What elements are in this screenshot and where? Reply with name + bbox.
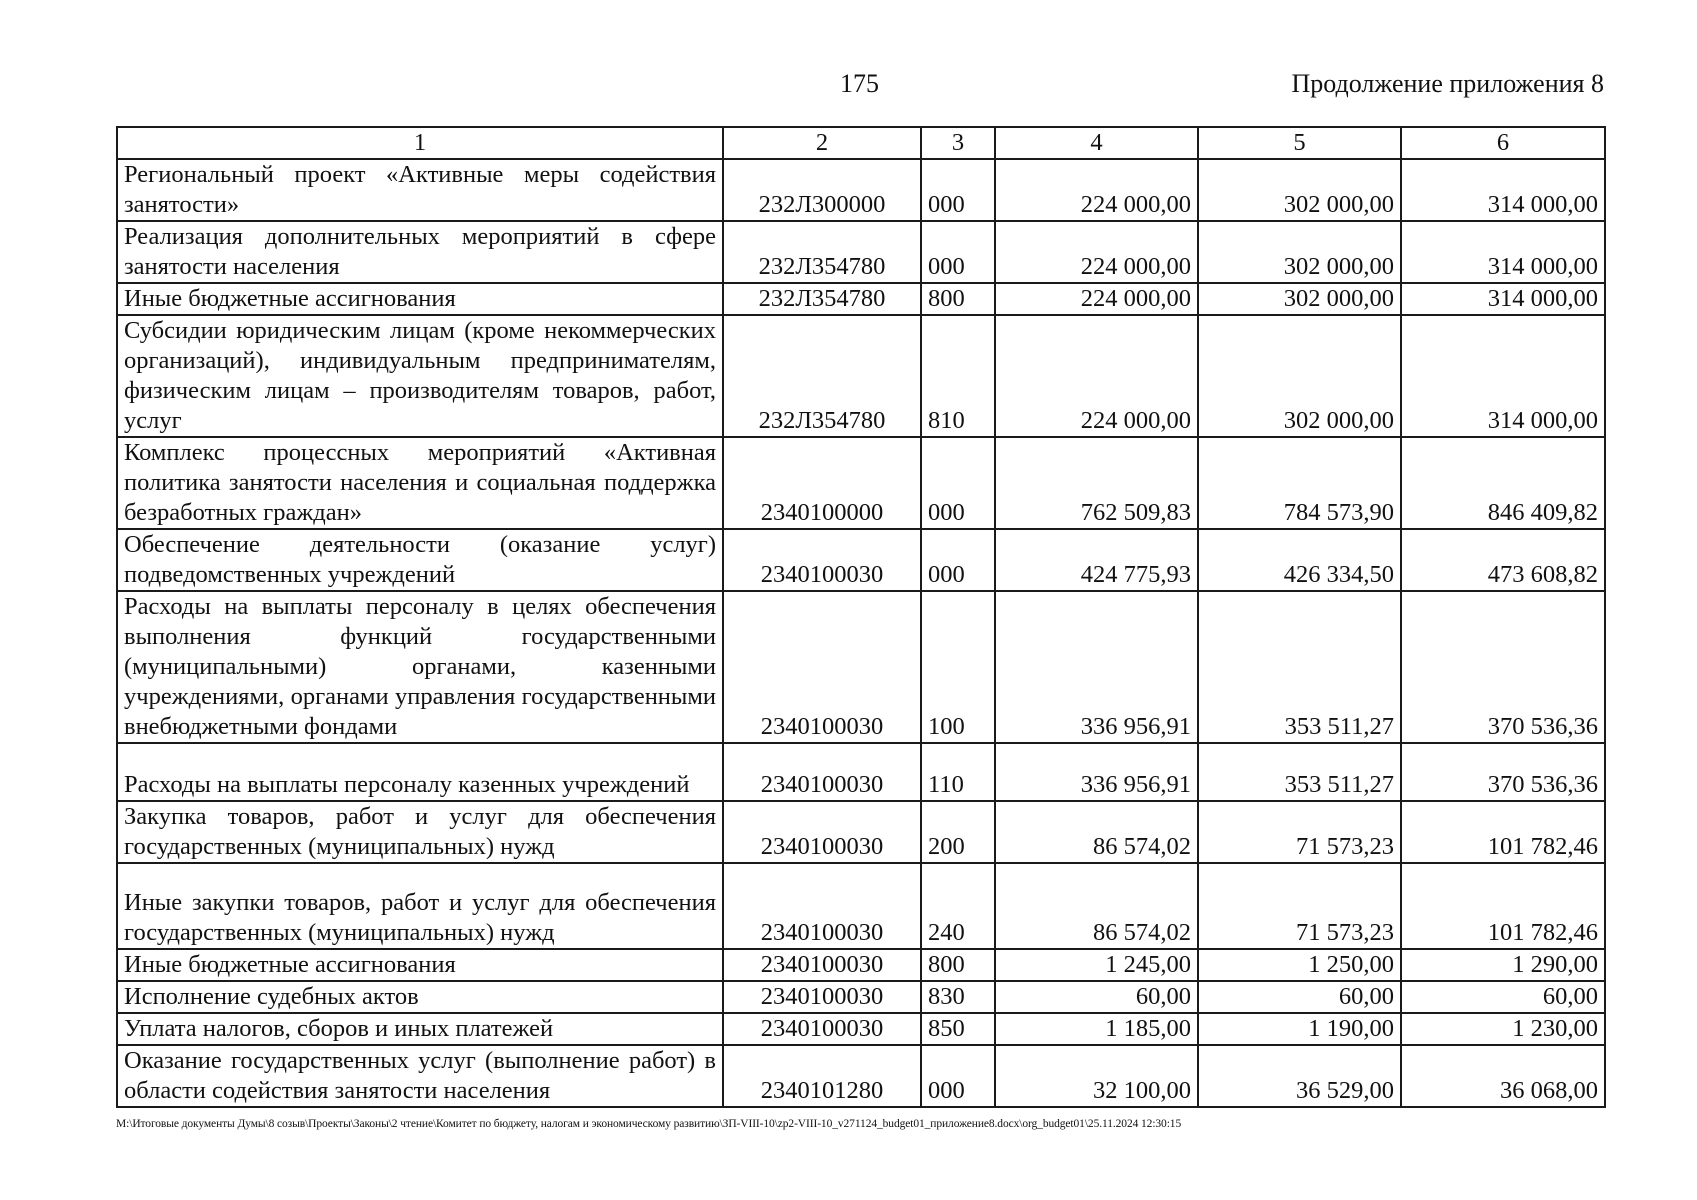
target-article-code-cell: 2340100030 <box>723 863 921 949</box>
target-article-code-cell: 232Л354780 <box>723 221 921 283</box>
expense-type-code-cell: 830 <box>921 981 995 1013</box>
expense-type-code-cell: 810 <box>921 315 995 437</box>
table-row <box>117 981 1605 1013</box>
amount-column-6-cell: 101 782,46 <box>1401 863 1605 949</box>
amount-column-4-cell: 1 245,00 <box>995 949 1198 981</box>
amount-column-6-cell: 36 068,00 <box>1401 1045 1605 1107</box>
table-body <box>117 159 1605 1107</box>
expense-type-code-cell: 850 <box>921 1013 995 1045</box>
target-article-code-cell: 232Л354780 <box>723 315 921 437</box>
amount-column-4-cell: 336 956,91 <box>995 743 1198 801</box>
amount-column-4-cell: 1 185,00 <box>995 1013 1198 1045</box>
amount-column-5-cell: 353 511,27 <box>1198 743 1401 801</box>
target-article-code-cell: 2340100000 <box>723 437 921 529</box>
row-name-cell: Уплата налогов, сборов и иных платежей <box>117 1013 723 1045</box>
target-article-code-cell: 2340100030 <box>723 801 921 863</box>
amount-column-4-cell: 224 000,00 <box>995 283 1198 315</box>
amount-column-4-cell: 224 000,00 <box>995 159 1198 221</box>
table-row <box>117 283 1605 315</box>
table-row <box>117 591 1605 743</box>
expense-type-code-cell: 110 <box>921 743 995 801</box>
amount-column-5-cell: 353 511,27 <box>1198 591 1401 743</box>
row-name-cell: Региональный проект «Активные меры содействия занятости» <box>117 159 723 221</box>
row-name-cell: Иные бюджетные ассигнования <box>117 949 723 981</box>
amount-column-5-cell: 1 250,00 <box>1198 949 1401 981</box>
amount-column-4-cell: 224 000,00 <box>995 221 1198 283</box>
table-row <box>117 437 1605 529</box>
page-number: 175 <box>840 69 879 98</box>
table-row <box>117 159 1605 221</box>
amount-column-4-cell: 60,00 <box>995 981 1198 1013</box>
expense-type-code-cell: 100 <box>921 591 995 743</box>
column-header-3: 3 <box>921 127 995 159</box>
amount-column-5-cell: 302 000,00 <box>1198 315 1401 437</box>
amount-column-6-cell: 314 000,00 <box>1401 221 1605 283</box>
expense-type-code-cell: 000 <box>921 529 995 591</box>
amount-column-4-cell: 762 509,83 <box>995 437 1198 529</box>
target-article-code-cell: 2340100030 <box>723 949 921 981</box>
amount-column-4-cell: 224 000,00 <box>995 315 1198 437</box>
table-row <box>117 315 1605 437</box>
expense-type-code-cell: 000 <box>921 437 995 529</box>
amount-column-6-cell: 101 782,46 <box>1401 801 1605 863</box>
amount-column-4-cell: 424 775,93 <box>995 529 1198 591</box>
amount-column-4-cell: 336 956,91 <box>995 591 1198 743</box>
appendix-continuation-title: Продолжение приложения 8 <box>1291 69 1604 98</box>
amount-column-5-cell: 302 000,00 <box>1198 159 1401 221</box>
table-row <box>117 743 1605 801</box>
amount-column-4-cell: 86 574,02 <box>995 801 1198 863</box>
target-article-code-cell: 2340100030 <box>723 743 921 801</box>
target-article-code-cell: 232Л354780 <box>723 283 921 315</box>
expense-type-code-cell: 240 <box>921 863 995 949</box>
amount-column-6-cell: 370 536,36 <box>1401 591 1605 743</box>
expense-type-code-cell: 800 <box>921 949 995 981</box>
column-header-1: 1 <box>117 127 723 159</box>
row-name-cell: Расходы на выплаты персоналу казенных учреждений <box>117 743 723 801</box>
expense-type-code-cell: 000 <box>921 159 995 221</box>
amount-column-6-cell: 314 000,00 <box>1401 283 1605 315</box>
amount-column-6-cell: 846 409,82 <box>1401 437 1605 529</box>
budget-table <box>116 126 1606 1108</box>
column-header-4: 4 <box>995 127 1198 159</box>
column-header-2: 2 <box>723 127 921 159</box>
table-row <box>117 801 1605 863</box>
amount-column-6-cell: 370 536,36 <box>1401 743 1605 801</box>
column-number-row <box>117 127 1605 159</box>
target-article-code-cell: 2340101280 <box>723 1045 921 1107</box>
table-row <box>117 1013 1605 1045</box>
table-row <box>117 863 1605 949</box>
row-name-cell: Расходы на выплаты персоналу в целях обеспечения выполнения функций государственными (муниципальными) органами, казенными учреждениями, органами управления государственными внебюджетными фондами <box>117 591 723 743</box>
amount-column-6-cell: 1 230,00 <box>1401 1013 1605 1045</box>
amount-column-6-cell: 473 608,82 <box>1401 529 1605 591</box>
amount-column-5-cell: 302 000,00 <box>1198 283 1401 315</box>
amount-column-5-cell: 71 573,23 <box>1198 801 1401 863</box>
row-name-cell: Реализация дополнительных мероприятий в сфере занятости населения <box>117 221 723 283</box>
row-name-cell: Оказание государственных услуг (выполнение работ) в области содействия занятости населения <box>117 1045 723 1107</box>
amount-column-5-cell: 71 573,23 <box>1198 863 1401 949</box>
amount-column-6-cell: 60,00 <box>1401 981 1605 1013</box>
row-name-cell: Комплекс процессных мероприятий «Активная политика занятости населения и социальная поддержка безработных граждан» <box>117 437 723 529</box>
amount-column-5-cell: 60,00 <box>1198 981 1401 1013</box>
amount-column-6-cell: 314 000,00 <box>1401 315 1605 437</box>
target-article-code-cell: 2340100030 <box>723 981 921 1013</box>
expense-type-code-cell: 000 <box>921 1045 995 1107</box>
table-row <box>117 529 1605 591</box>
table-row <box>117 949 1605 981</box>
target-article-code-cell: 2340100030 <box>723 529 921 591</box>
row-name-cell: Иные бюджетные ассигнования <box>117 283 723 315</box>
amount-column-5-cell: 784 573,90 <box>1198 437 1401 529</box>
target-article-code-cell: 2340100030 <box>723 591 921 743</box>
column-header-6: 6 <box>1401 127 1605 159</box>
amount-column-4-cell: 32 100,00 <box>995 1045 1198 1107</box>
amount-column-5-cell: 426 334,50 <box>1198 529 1401 591</box>
expense-type-code-cell: 800 <box>921 283 995 315</box>
row-name-cell: Обеспечение деятельности (оказание услуг) подведомственных учреждений <box>117 529 723 591</box>
amount-column-5-cell: 1 190,00 <box>1198 1013 1401 1045</box>
column-header-5: 5 <box>1198 127 1401 159</box>
row-name-cell: Иные закупки товаров, работ и услуг для обеспечения государственных (муниципальных) нужд <box>117 863 723 949</box>
row-name-cell: Субсидии юридическим лицам (кроме некоммерческих организаций), индивидуальным предпринимателям, физическим лицам – производителям товаров, работ, услуг <box>117 315 723 437</box>
table-row <box>117 1045 1605 1107</box>
amount-column-4-cell: 86 574,02 <box>995 863 1198 949</box>
target-article-code-cell: 232Л300000 <box>723 159 921 221</box>
document-file-path: M:\Итоговые документы Думы\8 созыв\Проекты\Законы\2 чтение\Комитет по бюджету, налогам и экономическому развитию\ЗП-VIII-10\zp2-VIII-10_v271124_budget01_приложение8.docx\org_budget01\25.11.2024 12:30:15 <box>116 1118 1182 1130</box>
amount-column-6-cell: 314 000,00 <box>1401 159 1605 221</box>
expense-type-code-cell: 000 <box>921 221 995 283</box>
amount-column-6-cell: 1 290,00 <box>1401 949 1605 981</box>
table-row <box>117 221 1605 283</box>
expense-type-code-cell: 200 <box>921 801 995 863</box>
target-article-code-cell: 2340100030 <box>723 1013 921 1045</box>
amount-column-5-cell: 302 000,00 <box>1198 221 1401 283</box>
amount-column-5-cell: 36 529,00 <box>1198 1045 1401 1107</box>
row-name-cell: Исполнение судебных актов <box>117 981 723 1013</box>
row-name-cell: Закупка товаров, работ и услуг для обеспечения государственных (муниципальных) нужд <box>117 801 723 863</box>
